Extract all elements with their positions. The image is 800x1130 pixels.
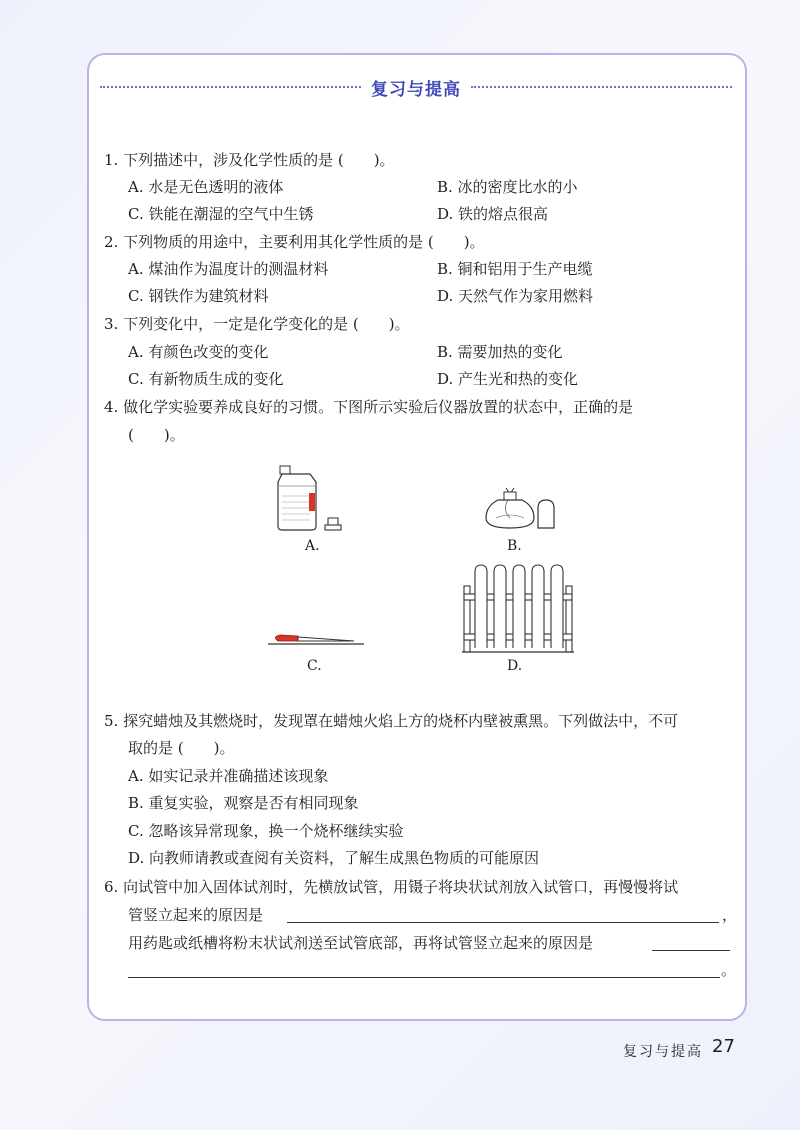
question-5-option-d: D. 向教师请教或查阅有关资料，了解生成黑色物质的可能原因 bbox=[128, 849, 540, 867]
figure-c-dropper bbox=[268, 628, 368, 648]
question-3-stem: 3. 下列变化中，一定是化学变化的是 ( )。 bbox=[104, 315, 410, 333]
question-2-option-a: A. 煤油作为温度计的测温材料 bbox=[128, 260, 329, 278]
question-6-stem-line3: 用药匙或纸槽将粉末状试剂送至试管底部，再将试管竖立起来的原因是 bbox=[128, 934, 594, 952]
header-dots-left bbox=[100, 86, 361, 88]
question-3-option-b: B. 需要加热的变化 bbox=[437, 343, 563, 361]
page-number: 27 bbox=[712, 1036, 735, 1057]
figure-b-alcohol-lamp bbox=[480, 480, 560, 535]
question-5-stem-line2: 取的是 ( )。 bbox=[128, 739, 235, 757]
question-3-option-d: D. 产生光和热的变化 bbox=[437, 370, 579, 388]
question-5-option-a: A. 如实记录并准确描述该现象 bbox=[128, 767, 329, 785]
question-2-option-d: D. 天然气作为家用燃料 bbox=[437, 287, 594, 305]
figure-c-label: C. bbox=[307, 658, 322, 674]
footer-section-title: 复习与提高 bbox=[623, 1044, 703, 1060]
question-1-option-d: D. 铁的熔点很高 bbox=[437, 205, 549, 223]
question-4-stem-line1: 4. 做化学实验要养成良好的习惯。下图所示实验后仪器放置的状态中，正确的是 bbox=[104, 398, 634, 416]
content-panel bbox=[87, 53, 747, 1021]
figure-b-label: B. bbox=[507, 538, 522, 554]
header-dots-right bbox=[471, 86, 732, 88]
question-6-line2-comma: ， bbox=[722, 906, 738, 924]
question-5-option-b: B. 重复实验，观察是否有相同现象 bbox=[128, 794, 359, 812]
question-2-option-c: C. 钢铁作为建筑材料 bbox=[128, 287, 269, 305]
figure-a-label: A. bbox=[305, 538, 320, 554]
question-5-option-c: C. 忽略该异常现象，换一个烧杯继续实验 bbox=[128, 822, 404, 840]
question-6-stem-line2: 管竖立起来的原因是 bbox=[128, 906, 264, 924]
header-title: 复习与提高 bbox=[371, 79, 461, 100]
question-1-option-c: C. 铁能在潮湿的空气中生锈 bbox=[128, 205, 314, 223]
answer-blank-1[interactable] bbox=[287, 922, 719, 923]
figure-d-test-tube-rack bbox=[462, 562, 574, 654]
question-1-option-a: A. 水是无色透明的液体 bbox=[128, 178, 284, 196]
answer-blank-2[interactable] bbox=[652, 950, 730, 951]
section-header bbox=[100, 74, 732, 100]
question-2-stem: 2. 下列物质的用途中，主要利用其化学性质的是 ( )。 bbox=[104, 233, 485, 251]
figure-d-label: D. bbox=[507, 658, 523, 674]
question-3-option-c: C. 有新物质生成的变化 bbox=[128, 370, 284, 388]
question-6-stem-line1: 6. 向试管中加入固体试剂时，先横放试管，用镊子将块状试剂放入试管口，再慢慢将试 bbox=[104, 878, 679, 896]
question-4-stem-line2: ( )。 bbox=[128, 426, 185, 444]
question-3-option-a: A. 有颜色改变的变化 bbox=[128, 343, 269, 361]
question-2-option-b: B. 铜和铝用于生产电缆 bbox=[437, 260, 593, 278]
question-6-line4-period: 。 bbox=[721, 961, 737, 979]
answer-blank-3[interactable] bbox=[128, 977, 720, 978]
question-1-option-b: B. 冰的密度比水的小 bbox=[437, 178, 578, 196]
question-1-stem: 1. 下列描述中，涉及化学性质的是 ( )。 bbox=[104, 151, 395, 169]
figure-a-reagent-bottle bbox=[270, 460, 360, 535]
question-5-stem-line1: 5. 探究蜡烛及其燃烧时，发现罩在蜡烛火焰上方的烧杯内壁被熏黑。下列做法中，不可 bbox=[104, 712, 679, 730]
